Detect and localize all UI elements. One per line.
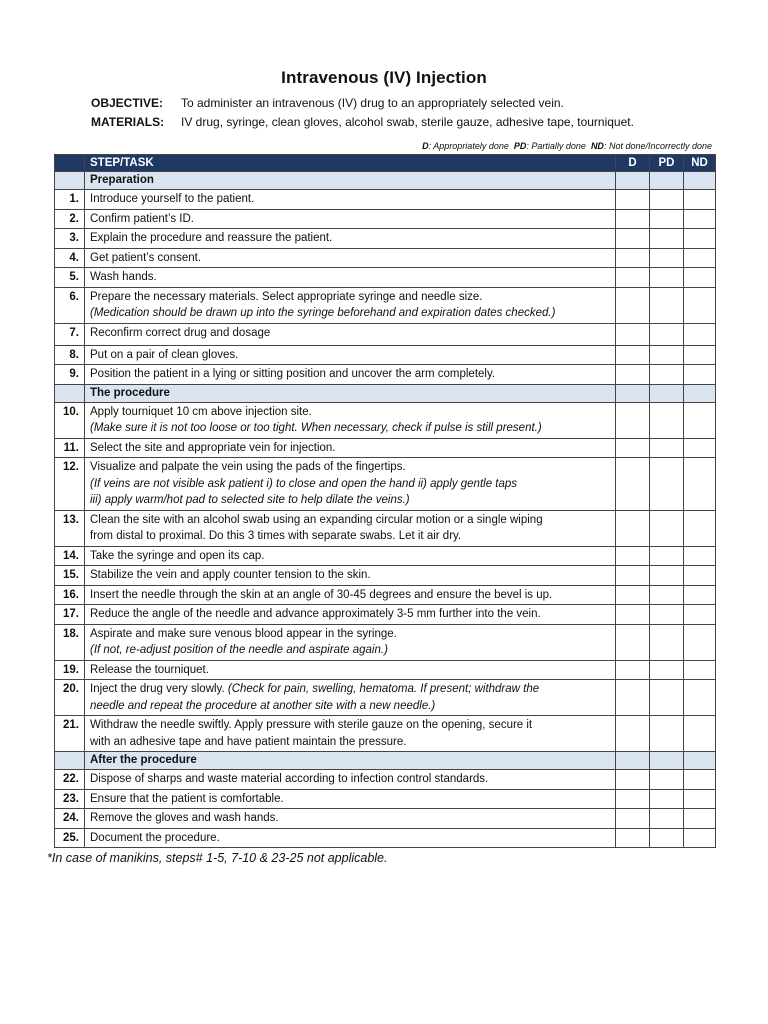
step-number: 12. xyxy=(55,458,85,511)
step-task xyxy=(85,209,616,229)
step-number: 25. xyxy=(55,828,85,848)
checkbox-d[interactable] xyxy=(616,716,650,752)
table-row xyxy=(55,438,716,458)
legend-nd-key: ND xyxy=(590,141,604,151)
header-step-task: STEP/TASK xyxy=(85,155,616,172)
header-nd: ND xyxy=(684,155,716,172)
step-number: 11. xyxy=(55,438,85,458)
section-label: After the procedure xyxy=(85,752,616,770)
checkbox-d[interactable] xyxy=(616,365,650,385)
step-number: 14. xyxy=(55,546,85,566)
step-text: Clean the site with an alcohol swab using an expanding circular motion or a single wiping xyxy=(90,513,543,526)
checkbox-d[interactable] xyxy=(616,248,650,268)
step-number: 8. xyxy=(55,345,85,365)
step-text: Select the site and appropriate vein for injection. xyxy=(90,441,336,454)
section-after xyxy=(55,752,716,770)
checkbox-nd[interactable] xyxy=(684,566,716,586)
checkbox-d[interactable] xyxy=(616,789,650,809)
step-number: 22. xyxy=(55,770,85,790)
step-note: (Check for pain, swelling, hematoma. If present; withdraw the xyxy=(227,683,540,695)
checkbox-pd[interactable] xyxy=(650,624,684,660)
checklist-table xyxy=(54,154,716,848)
step-text: Explain the procedure and reassure the patient. xyxy=(90,232,333,244)
step-text: Dispose of sharps and waste material according to infection control standards. xyxy=(90,773,489,785)
step-task xyxy=(85,716,616,752)
table-row xyxy=(55,680,716,716)
table-row xyxy=(55,190,716,210)
header-d: D xyxy=(616,155,650,172)
checkbox-nd[interactable] xyxy=(684,345,716,365)
checkbox-d[interactable] xyxy=(616,546,650,566)
step-number: 9. xyxy=(55,365,85,385)
step-text: Wash hands. xyxy=(90,271,157,283)
step-number: 20. xyxy=(55,680,85,716)
step-number: 18. xyxy=(55,624,85,660)
step-text: Document the procedure. xyxy=(90,831,220,844)
step-task xyxy=(85,268,616,288)
step-task xyxy=(85,624,616,660)
step-task xyxy=(85,402,616,438)
section-label: The procedure xyxy=(85,384,616,402)
checkbox-pd[interactable] xyxy=(650,585,684,605)
step-number: 10. xyxy=(55,402,85,438)
table-row xyxy=(55,510,716,546)
materials-text: IV drug, syringe, clean gloves, alcohol swab, sterile gauze, adhesive tape, tourniquet. xyxy=(181,115,634,129)
checkbox-pd[interactable] xyxy=(650,438,684,458)
step-task xyxy=(85,190,616,210)
checkbox-nd[interactable] xyxy=(684,828,716,848)
table-row xyxy=(55,809,716,829)
checkbox-pd[interactable] xyxy=(650,268,684,288)
table-row xyxy=(55,546,716,566)
checkbox-d[interactable] xyxy=(616,190,650,210)
checkbox-d[interactable] xyxy=(616,268,650,288)
checkbox-nd[interactable] xyxy=(684,510,716,546)
step-task xyxy=(85,770,616,790)
step-number: 3. xyxy=(55,229,85,249)
section-label: Preparation xyxy=(85,172,616,190)
step-task xyxy=(85,789,616,809)
step-note: (Make sure it is not too loose or too tight. When necessary, check if pulse is still present.) xyxy=(90,422,542,434)
step-text: from distal to proximal. Do this 3 times with separate swabs. Let it air dry. xyxy=(90,530,462,542)
table-row xyxy=(55,268,716,288)
step-number: 4. xyxy=(55,248,85,268)
checkbox-d[interactable] xyxy=(616,458,650,511)
checkbox-pd[interactable] xyxy=(650,458,684,511)
step-task xyxy=(85,287,616,323)
checkbox-pd[interactable] xyxy=(650,190,684,210)
checkbox-pd[interactable] xyxy=(650,402,684,438)
step-text: Stabilize the vein and apply counter tension to the skin. xyxy=(90,569,371,581)
step-number: 19. xyxy=(55,660,85,680)
table-row xyxy=(55,716,716,752)
checkbox-nd[interactable] xyxy=(684,190,716,210)
checkbox-pd[interactable] xyxy=(650,229,684,249)
checkbox-d[interactable] xyxy=(616,660,650,680)
checkbox-nd[interactable] xyxy=(684,287,716,323)
checkbox-nd[interactable] xyxy=(684,680,716,716)
header-pd: PD xyxy=(650,155,684,172)
table-row xyxy=(55,209,716,229)
page-title: Intravenous (IV) Injection xyxy=(281,68,487,87)
checkbox-pd[interactable] xyxy=(650,345,684,365)
checkbox-pd[interactable] xyxy=(650,365,684,385)
legend-d-text: : Appropriately done xyxy=(428,141,509,151)
step-note: needle and repeat the procedure at another site with a new needle.) xyxy=(90,699,436,712)
checkbox-pd[interactable] xyxy=(650,566,684,586)
step-task xyxy=(85,458,616,511)
step-number: 16. xyxy=(55,585,85,605)
step-number: 21. xyxy=(55,716,85,752)
table-row xyxy=(55,365,716,385)
checkbox-pd[interactable] xyxy=(650,680,684,716)
checkbox-nd[interactable] xyxy=(684,438,716,458)
step-text: Visualize and palpate the vein using the pads of the fingertips. xyxy=(90,461,406,473)
checkbox-d[interactable] xyxy=(616,229,650,249)
checkbox-d[interactable] xyxy=(616,605,650,625)
rating-legend xyxy=(422,141,712,151)
step-task xyxy=(85,660,616,680)
step-text: Position the patient in a lying or sitting position and uncover the arm completely. xyxy=(90,368,496,380)
table-row xyxy=(55,566,716,586)
checkbox-d[interactable] xyxy=(616,323,650,345)
checkbox-d[interactable] xyxy=(616,585,650,605)
step-text: Introduce yourself to the patient. xyxy=(90,193,255,205)
step-text: Insert the needle through the skin at an angle of 30-45 degrees and ensure the bevel is up. xyxy=(90,588,553,601)
checkbox-pd[interactable] xyxy=(650,828,684,848)
legend-pd-text: : Partially done xyxy=(526,141,586,151)
table-row xyxy=(55,624,716,660)
checkbox-pd[interactable] xyxy=(650,770,684,790)
checkbox-pd[interactable] xyxy=(650,287,684,323)
legend-pd-key: PD xyxy=(513,141,527,151)
step-text: Remove the gloves and wash hands. xyxy=(90,812,279,824)
checkbox-d[interactable] xyxy=(616,510,650,546)
table-row xyxy=(55,828,716,848)
checkbox-nd[interactable] xyxy=(684,268,716,288)
step-task xyxy=(85,510,616,546)
step-text: Take the syringe and open its cap. xyxy=(90,549,265,562)
table-row xyxy=(55,345,716,365)
table-row xyxy=(55,229,716,249)
step-text: Reconfirm correct drug and dosage xyxy=(90,326,271,339)
header-num xyxy=(55,155,85,172)
step-note: (If not, re-adjust position of the needle and aspirate again.) xyxy=(90,644,388,656)
step-text: Prepare the necessary materials. Select appropriate syringe and needle size. xyxy=(90,290,483,303)
checkbox-nd[interactable] xyxy=(684,605,716,625)
step-text: Apply tourniquet 10 cm above injection site. xyxy=(90,405,312,418)
checkbox-pd[interactable] xyxy=(650,789,684,809)
table-row xyxy=(55,585,716,605)
step-task xyxy=(85,828,616,848)
checkbox-d[interactable] xyxy=(616,209,650,229)
checkbox-pd[interactable] xyxy=(650,510,684,546)
step-task xyxy=(85,229,616,249)
step-number: 17. xyxy=(55,605,85,625)
step-text: Ensure that the patient is comfortable. xyxy=(90,792,284,805)
checkbox-nd[interactable] xyxy=(684,624,716,660)
checkbox-nd[interactable] xyxy=(684,660,716,680)
table-row xyxy=(55,660,716,680)
step-number: 1. xyxy=(55,190,85,210)
step-text: Confirm patient’s ID. xyxy=(90,212,194,225)
step-text: Aspirate and make sure venous blood appear in the syringe. xyxy=(90,627,397,640)
step-task xyxy=(85,345,616,365)
step-task xyxy=(85,680,616,716)
checkbox-nd[interactable] xyxy=(684,402,716,438)
step-number: 5. xyxy=(55,268,85,288)
table-row xyxy=(55,248,716,268)
step-text: Inject the drug very slowly. xyxy=(90,683,225,695)
step-note: (Medication should be drawn up into the syringe beforehand and expiration dates checked.) xyxy=(90,307,556,319)
step-number: 2. xyxy=(55,209,85,229)
checkbox-pd[interactable] xyxy=(650,546,684,566)
materials-label: MATERIALS: xyxy=(91,115,165,129)
objective-text: To administer an intravenous (IV) drug to an appropriately selected vein. xyxy=(181,96,564,110)
checkbox-nd[interactable] xyxy=(684,323,716,345)
step-number: 23. xyxy=(55,789,85,809)
section-procedure xyxy=(55,384,716,402)
table-row xyxy=(55,605,716,625)
checkbox-nd[interactable] xyxy=(684,770,716,790)
checkbox-nd[interactable] xyxy=(684,229,716,249)
checkbox-nd[interactable] xyxy=(684,458,716,511)
checkbox-d[interactable] xyxy=(616,287,650,323)
table-row xyxy=(55,323,716,345)
step-task xyxy=(85,546,616,566)
checkbox-nd[interactable] xyxy=(684,809,716,829)
checkbox-d[interactable] xyxy=(616,770,650,790)
checkbox-pd[interactable] xyxy=(650,323,684,345)
table-row xyxy=(55,770,716,790)
step-note: (If veins are not visible ask patient i) to close and open the hand ii) apply gentle taps xyxy=(90,477,518,490)
step-number: 6. xyxy=(55,287,85,323)
checkbox-pd[interactable] xyxy=(650,248,684,268)
checkbox-pd[interactable] xyxy=(650,716,684,752)
step-task xyxy=(85,438,616,458)
step-number: 13. xyxy=(55,510,85,546)
checkbox-pd[interactable] xyxy=(650,209,684,229)
checkbox-d[interactable] xyxy=(616,809,650,829)
step-number: 7. xyxy=(55,323,85,345)
step-text: Reduce the angle of the needle and advance approximately 3-5 mm further into the vein. xyxy=(90,608,541,620)
step-number: 15. xyxy=(55,566,85,586)
step-text: with an adhesive tape and have patient maintain the pressure. xyxy=(90,735,407,748)
step-task xyxy=(85,809,616,829)
checkbox-d[interactable] xyxy=(616,624,650,660)
step-number: 24. xyxy=(55,809,85,829)
checkbox-d[interactable] xyxy=(616,438,650,458)
checkbox-d[interactable] xyxy=(616,566,650,586)
section-preparation xyxy=(55,172,716,190)
step-text: Put on a pair of clean gloves. xyxy=(90,348,239,361)
checkbox-d[interactable] xyxy=(616,680,650,716)
objective-label: OBJECTIVE: xyxy=(91,96,164,110)
table-header-row xyxy=(55,155,716,172)
table-row xyxy=(55,789,716,809)
checkbox-nd[interactable] xyxy=(684,789,716,809)
checkbox-pd[interactable] xyxy=(650,809,684,829)
table-row xyxy=(55,458,716,511)
table-row xyxy=(55,287,716,323)
step-task xyxy=(85,605,616,625)
checkbox-nd[interactable] xyxy=(684,209,716,229)
step-text: Withdraw the needle swiftly. Apply pressure with sterile gauze on the opening, secure it xyxy=(90,719,533,731)
checkbox-d[interactable] xyxy=(616,402,650,438)
checkbox-d[interactable] xyxy=(616,345,650,365)
legend-nd-text: : Not done/Incorrectly done xyxy=(603,141,712,151)
table-row xyxy=(55,402,716,438)
step-task xyxy=(85,323,616,345)
checkbox-pd[interactable] xyxy=(650,660,684,680)
footnote: *In case of manikins, steps# 1-5, 7-10 & 23-25 not applicable. xyxy=(47,851,388,865)
step-task xyxy=(85,248,616,268)
step-text: Release the tourniquet. xyxy=(90,663,209,676)
checkbox-nd[interactable] xyxy=(684,716,716,752)
checkbox-nd[interactable] xyxy=(684,546,716,566)
step-task xyxy=(85,585,616,605)
step-task xyxy=(85,566,616,586)
checkbox-nd[interactable] xyxy=(684,248,716,268)
checkbox-nd[interactable] xyxy=(684,365,716,385)
checkbox-pd[interactable] xyxy=(650,605,684,625)
step-task xyxy=(85,365,616,385)
checkbox-nd[interactable] xyxy=(684,585,716,605)
step-note: iii) apply warm/hot pad to selected site to help dilate the veins.) xyxy=(90,494,410,506)
legend-d-key: D xyxy=(422,141,429,151)
checkbox-d[interactable] xyxy=(616,828,650,848)
step-text: Get patient’s consent. xyxy=(90,251,202,264)
